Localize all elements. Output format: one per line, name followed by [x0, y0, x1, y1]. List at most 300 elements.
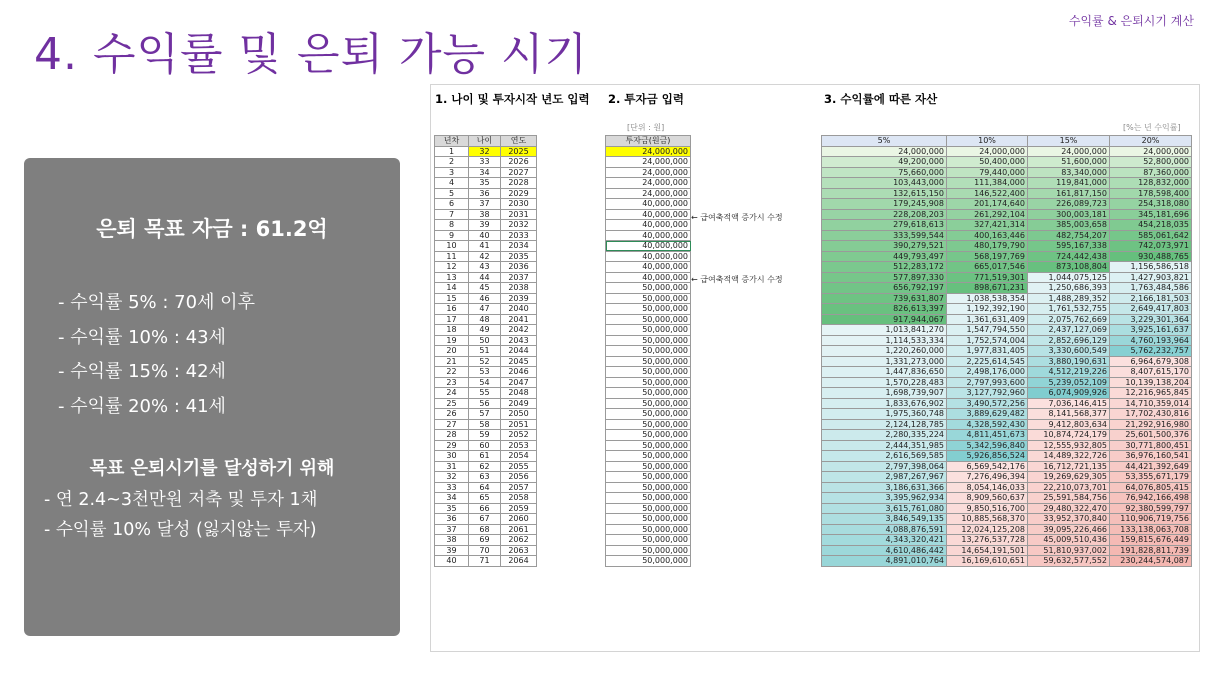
year-no-cell: 1 — [435, 146, 469, 157]
asset-row — [822, 304, 1192, 315]
year-no-cell: 34 — [435, 493, 469, 504]
asset-cell-rate-5: 3,395,962,934 — [822, 493, 947, 504]
asset-cell-rate-5: 24,000,000 — [822, 146, 947, 157]
asset-cell-rate-10: 480,179,790 — [947, 241, 1028, 252]
asset-cell-rate-10: 5,342,596,840 — [947, 440, 1028, 451]
asset-cell-rate-20: 3,229,301,364 — [1110, 314, 1192, 325]
year-no-cell: 13 — [435, 272, 469, 283]
investment-row — [606, 377, 691, 388]
investment-row — [606, 482, 691, 493]
asset-row — [822, 556, 1192, 567]
year-cell: 2046 — [501, 367, 537, 378]
investment-table — [605, 135, 691, 567]
year-no-cell: 27 — [435, 419, 469, 430]
year-cell: 2028 — [501, 178, 537, 189]
year-no-cell: 24 — [435, 388, 469, 399]
age-cell: 58 — [469, 419, 501, 430]
age-row — [435, 272, 537, 283]
asset-cell-rate-10: 568,197,769 — [947, 251, 1028, 262]
asset-cell-rate-5: 512,283,172 — [822, 262, 947, 273]
age-row — [435, 304, 537, 315]
year-cell: 2061 — [501, 524, 537, 535]
age-cell: 39 — [469, 220, 501, 231]
year-no-cell: 40 — [435, 556, 469, 567]
asset-row — [822, 388, 1192, 399]
col-header-rate-5: 5% — [822, 136, 947, 147]
asset-row — [822, 178, 1192, 189]
asset-cell-rate-10: 2,225,614,545 — [947, 356, 1028, 367]
asset-cell-rate-10: 14,654,191,501 — [947, 545, 1028, 556]
asset-cell-rate-15: 39,095,226,466 — [1028, 524, 1110, 535]
asset-row — [822, 146, 1192, 157]
asset-row — [822, 472, 1192, 483]
age-cell: 48 — [469, 314, 501, 325]
asset-cell-rate-5: 1,698,739,907 — [822, 388, 947, 399]
year-cell: 2064 — [501, 556, 537, 567]
spreadsheet — [430, 84, 1200, 652]
investment-row — [606, 493, 691, 504]
asset-cell-rate-10: 9,850,516,700 — [947, 503, 1028, 514]
tip-item: - 수익률 10% 달성 (잃지않는 투자) — [44, 520, 317, 540]
asset-cell-rate-5: 4,343,320,421 — [822, 535, 947, 546]
principal-cell: 50,000,000 — [606, 503, 691, 514]
year-no-cell: 8 — [435, 220, 469, 231]
asset-cell-rate-10: 6,569,542,176 — [947, 461, 1028, 472]
asset-cell-rate-15: 22,210,073,701 — [1028, 482, 1110, 493]
year-no-cell: 2 — [435, 157, 469, 168]
asset-cell-rate-5: 75,660,000 — [822, 167, 947, 178]
col-header-rate-15: 15% — [1028, 136, 1110, 147]
principal-cell: 50,000,000 — [606, 283, 691, 294]
asset-cell-rate-15: 7,036,146,415 — [1028, 398, 1110, 409]
year-no-cell: 7 — [435, 209, 469, 220]
age-row — [435, 157, 537, 168]
asset-cell-rate-15: 45,009,510,436 — [1028, 535, 1110, 546]
age-row — [435, 167, 537, 178]
investment-row — [606, 388, 691, 399]
asset-cell-rate-10: 1,038,538,354 — [947, 293, 1028, 304]
year-cell: 2042 — [501, 325, 537, 336]
retirement-goal: 은퇴 목표 자금 : 61.2억 — [96, 217, 328, 241]
asset-row — [822, 451, 1192, 462]
principal-cell: 40,000,000 — [606, 209, 691, 220]
year-no-cell: 17 — [435, 314, 469, 325]
asset-cell-rate-5: 103,443,000 — [822, 178, 947, 189]
principal-cell: 50,000,000 — [606, 356, 691, 367]
asset-row — [822, 482, 1192, 493]
year-cell: 2049 — [501, 398, 537, 409]
asset-cell-rate-15: 2,075,762,669 — [1028, 314, 1110, 325]
age-row — [435, 440, 537, 451]
asset-row — [822, 493, 1192, 504]
age-row — [435, 241, 537, 252]
asset-cell-rate-5: 917,944,067 — [822, 314, 947, 325]
asset-cell-rate-20: 110,906,719,756 — [1110, 514, 1192, 525]
principal-cell: 50,000,000 — [606, 398, 691, 409]
age-cell: 46 — [469, 293, 501, 304]
year-no-cell: 9 — [435, 230, 469, 241]
asset-cell-rate-15: 161,817,150 — [1028, 188, 1110, 199]
asset-cell-rate-10: 1,752,574,004 — [947, 335, 1028, 346]
age-row — [435, 388, 537, 399]
year-cell: 2035 — [501, 251, 537, 262]
year-no-cell: 20 — [435, 346, 469, 357]
asset-cell-rate-15: 119,841,000 — [1028, 178, 1110, 189]
asset-cell-rate-10: 8,054,146,033 — [947, 482, 1028, 493]
year-no-cell: 15 — [435, 293, 469, 304]
asset-cell-rate-20: 5,762,232,757 — [1110, 346, 1192, 357]
asset-cell-rate-15: 226,089,723 — [1028, 199, 1110, 210]
asset-cell-rate-15: 2,437,127,069 — [1028, 325, 1110, 336]
principal-cell: 50,000,000 — [606, 514, 691, 525]
principal-cell: 40,000,000 — [606, 251, 691, 262]
principal-cell: 24,000,000 — [606, 167, 691, 178]
col-header-principal: 투자금(원금) — [606, 136, 691, 147]
year-no-cell: 14 — [435, 283, 469, 294]
principal-cell: 50,000,000 — [606, 293, 691, 304]
age-row — [435, 398, 537, 409]
rate-item: - 수익률 10% : 43세 — [58, 326, 226, 348]
age-row — [435, 493, 537, 504]
year-cell: 2030 — [501, 199, 537, 210]
asset-row — [822, 346, 1192, 357]
asset-cell-rate-15: 24,000,000 — [1028, 146, 1110, 157]
principal-cell: 50,000,000 — [606, 335, 691, 346]
age-row — [435, 472, 537, 483]
asset-row — [822, 430, 1192, 441]
asset-row — [822, 398, 1192, 409]
age-row — [435, 230, 537, 241]
age-row — [435, 409, 537, 420]
age-row — [435, 419, 537, 430]
year-no-cell: 4 — [435, 178, 469, 189]
age-row — [435, 356, 537, 367]
summary-panel — [24, 158, 400, 636]
principal-cell: 50,000,000 — [606, 304, 691, 315]
asset-cell-rate-15: 59,632,577,552 — [1028, 556, 1110, 567]
asset-cell-rate-20: 87,360,000 — [1110, 167, 1192, 178]
asset-cell-rate-5: 577,897,330 — [822, 272, 947, 283]
asset-cell-rate-10: 771,519,301 — [947, 272, 1028, 283]
age-cell: 52 — [469, 356, 501, 367]
principal-cell: 50,000,000 — [606, 472, 691, 483]
asset-row — [822, 377, 1192, 388]
principal-cell: 24,000,000 — [606, 188, 691, 199]
year-no-cell: 37 — [435, 524, 469, 535]
year-no-cell: 39 — [435, 545, 469, 556]
principal-cell: 50,000,000 — [606, 377, 691, 388]
principal-cell: 50,000,000 — [606, 440, 691, 451]
age-row — [435, 209, 537, 220]
investment-row — [606, 367, 691, 378]
asset-cell-rate-20: 133,138,063,708 — [1110, 524, 1192, 535]
principal-cell: 40,000,000 — [606, 262, 691, 273]
asset-cell-rate-20: 53,355,671,179 — [1110, 472, 1192, 483]
asset-cell-rate-5: 1,447,836,650 — [822, 367, 947, 378]
asset-cell-rate-10: 50,400,000 — [947, 157, 1028, 168]
age-cell: 65 — [469, 493, 501, 504]
investment-row — [606, 241, 691, 252]
asset-cell-rate-20: 4,760,193,964 — [1110, 335, 1192, 346]
asset-cell-rate-5: 3,615,761,080 — [822, 503, 947, 514]
asset-cell-rate-10: 665,017,546 — [947, 262, 1028, 273]
age-cell: 69 — [469, 535, 501, 546]
age-row — [435, 503, 537, 514]
asset-row — [822, 356, 1192, 367]
age-cell: 42 — [469, 251, 501, 262]
asset-row — [822, 209, 1192, 220]
rate-unit-label: [%는 년 수익률] — [1123, 123, 1181, 132]
principal-cell: 50,000,000 — [606, 535, 691, 546]
age-cell: 57 — [469, 409, 501, 420]
year-cell: 2039 — [501, 293, 537, 304]
asset-cell-rate-10: 4,328,592,430 — [947, 419, 1028, 430]
investment-row — [606, 472, 691, 483]
age-cell: 32 — [469, 146, 501, 157]
rate-item: - 수익률 15% : 42세 — [58, 361, 226, 382]
principal-cell: 50,000,000 — [606, 314, 691, 325]
asset-cell-rate-15: 12,555,932,805 — [1028, 440, 1110, 451]
asset-cell-rate-20: 230,244,574,087 — [1110, 556, 1192, 567]
asset-cell-rate-20: 21,292,916,980 — [1110, 419, 1192, 430]
year-cell: 2037 — [501, 272, 537, 283]
year-cell: 2059 — [501, 503, 537, 514]
investment-row — [606, 514, 691, 525]
age-row — [435, 556, 537, 567]
asset-cell-rate-5: 1,331,273,000 — [822, 356, 947, 367]
asset-cell-rate-5: 228,208,203 — [822, 209, 947, 220]
asset-cell-rate-15: 724,442,438 — [1028, 251, 1110, 262]
asset-cell-rate-15: 482,754,207 — [1028, 230, 1110, 241]
age-row — [435, 293, 537, 304]
section-age-heading: 1. 나이 및 투자시작 년도 입력 — [435, 92, 590, 106]
investment-row — [606, 262, 691, 273]
asset-cell-rate-10: 79,440,000 — [947, 167, 1028, 178]
asset-cell-rate-10: 7,276,496,394 — [947, 472, 1028, 483]
age-row — [435, 283, 537, 294]
investment-row — [606, 451, 691, 462]
investment-row — [606, 209, 691, 220]
age-cell: 55 — [469, 388, 501, 399]
asset-cell-rate-5: 3,186,631,366 — [822, 482, 947, 493]
asset-cell-rate-20: 30,771,800,451 — [1110, 440, 1192, 451]
asset-cell-rate-10: 2,498,176,000 — [947, 367, 1028, 378]
asset-cell-rate-5: 2,444,351,985 — [822, 440, 947, 451]
year-cell: 2053 — [501, 440, 537, 451]
age-row — [435, 325, 537, 336]
asset-cell-rate-10: 5,926,856,524 — [947, 451, 1028, 462]
asset-cell-rate-10: 1,361,631,409 — [947, 314, 1028, 325]
age-row — [435, 482, 537, 493]
principal-cell: 40,000,000 — [606, 241, 691, 252]
principal-cell: 40,000,000 — [606, 199, 691, 210]
age-cell: 64 — [469, 482, 501, 493]
unit-label: [단위 : 원] — [627, 123, 665, 132]
asset-cell-rate-10: 4,811,451,673 — [947, 430, 1028, 441]
asset-row — [822, 283, 1192, 294]
asset-row — [822, 514, 1192, 525]
asset-cell-rate-5: 826,613,397 — [822, 304, 947, 315]
asset-cell-rate-20: 930,488,765 — [1110, 251, 1192, 262]
asset-cell-rate-15: 51,600,000 — [1028, 157, 1110, 168]
col-header-age: 나이 — [469, 136, 501, 147]
asset-row — [822, 188, 1192, 199]
investment-row — [606, 251, 691, 262]
year-cell: 2055 — [501, 461, 537, 472]
investment-row — [606, 272, 691, 283]
year-no-cell: 29 — [435, 440, 469, 451]
asset-cell-rate-15: 14,489,322,726 — [1028, 451, 1110, 462]
asset-row — [822, 325, 1192, 336]
asset-cell-rate-15: 8,141,568,377 — [1028, 409, 1110, 420]
age-row — [435, 251, 537, 262]
year-cell: 2029 — [501, 188, 537, 199]
year-cell: 2041 — [501, 314, 537, 325]
asset-cell-rate-20: 159,815,676,449 — [1110, 535, 1192, 546]
year-cell: 2057 — [501, 482, 537, 493]
asset-cell-rate-15: 29,480,322,470 — [1028, 503, 1110, 514]
asset-cell-rate-15: 51,810,937,002 — [1028, 545, 1110, 556]
principal-cell: 40,000,000 — [606, 230, 691, 241]
age-cell: 54 — [469, 377, 501, 388]
age-cell: 56 — [469, 398, 501, 409]
age-row — [435, 461, 537, 472]
year-cell: 2048 — [501, 388, 537, 399]
asset-cell-rate-20: 52,800,000 — [1110, 157, 1192, 168]
asset-cell-rate-15: 4,512,219,226 — [1028, 367, 1110, 378]
note-salary-2: ← 급여축적액 증가시 수정 — [691, 275, 783, 284]
asset-cell-rate-10: 111,384,000 — [947, 178, 1028, 189]
age-cell: 38 — [469, 209, 501, 220]
age-row — [435, 178, 537, 189]
asset-cell-rate-10: 2,797,993,600 — [947, 377, 1028, 388]
asset-cell-rate-20: 36,976,160,541 — [1110, 451, 1192, 462]
asset-row — [822, 293, 1192, 304]
age-cell: 66 — [469, 503, 501, 514]
year-no-cell: 10 — [435, 241, 469, 252]
asset-cell-rate-15: 3,330,600,549 — [1028, 346, 1110, 357]
year-cell: 2043 — [501, 335, 537, 346]
investment-row — [606, 157, 691, 168]
goal-subtitle: 목표 은퇴시기를 달성하기 위해 — [89, 458, 335, 479]
year-no-cell: 28 — [435, 430, 469, 441]
year-no-cell: 6 — [435, 199, 469, 210]
age-cell: 34 — [469, 167, 501, 178]
asset-cell-rate-10: 261,292,104 — [947, 209, 1028, 220]
asset-row — [822, 251, 1192, 262]
age-cell: 70 — [469, 545, 501, 556]
age-row — [435, 545, 537, 556]
age-cell: 71 — [469, 556, 501, 567]
col-header-year: 연도 — [501, 136, 537, 147]
asset-row — [822, 545, 1192, 556]
asset-cell-rate-5: 179,245,908 — [822, 199, 947, 210]
year-cell: 2054 — [501, 451, 537, 462]
asset-cell-rate-20: 128,832,000 — [1110, 178, 1192, 189]
asset-row — [822, 241, 1192, 252]
asset-row — [822, 524, 1192, 535]
asset-row — [822, 262, 1192, 273]
age-cell: 36 — [469, 188, 501, 199]
asset-cell-rate-10: 3,127,792,960 — [947, 388, 1028, 399]
asset-row — [822, 409, 1192, 420]
asset-cell-rate-20: 24,000,000 — [1110, 146, 1192, 157]
age-row — [435, 335, 537, 346]
asset-cell-rate-5: 2,797,398,064 — [822, 461, 947, 472]
year-no-cell: 31 — [435, 461, 469, 472]
age-cell: 59 — [469, 430, 501, 441]
asset-cell-rate-20: 3,925,161,637 — [1110, 325, 1192, 336]
investment-row — [606, 440, 691, 451]
year-no-cell: 26 — [435, 409, 469, 420]
age-cell: 45 — [469, 283, 501, 294]
asset-cell-rate-10: 13,276,537,728 — [947, 535, 1028, 546]
asset-row — [822, 314, 1192, 325]
year-cell: 2036 — [501, 262, 537, 273]
year-no-cell: 36 — [435, 514, 469, 525]
investment-row — [606, 346, 691, 357]
year-no-cell: 35 — [435, 503, 469, 514]
principal-cell: 50,000,000 — [606, 325, 691, 336]
year-no-cell: 12 — [435, 262, 469, 273]
asset-cell-rate-5: 132,615,150 — [822, 188, 947, 199]
tip-list — [44, 485, 318, 545]
age-cell: 44 — [469, 272, 501, 283]
asset-cell-rate-5: 1,114,533,334 — [822, 335, 947, 346]
asset-cell-rate-20: 191,828,811,739 — [1110, 545, 1192, 556]
investment-row — [606, 430, 691, 441]
investment-row — [606, 524, 691, 535]
asset-cell-rate-15: 1,044,075,125 — [1028, 272, 1110, 283]
year-no-cell: 23 — [435, 377, 469, 388]
asset-cell-rate-20: 8,407,615,170 — [1110, 367, 1192, 378]
investment-row — [606, 325, 691, 336]
age-row — [435, 146, 537, 157]
age-cell: 49 — [469, 325, 501, 336]
asset-row — [822, 503, 1192, 514]
principal-cell: 24,000,000 — [606, 157, 691, 168]
year-cell: 2052 — [501, 430, 537, 441]
asset-cell-rate-10: 201,174,640 — [947, 199, 1028, 210]
year-cell: 2033 — [501, 230, 537, 241]
asset-cell-rate-10: 146,522,400 — [947, 188, 1028, 199]
principal-cell: 50,000,000 — [606, 524, 691, 535]
asset-cell-rate-10: 16,169,610,651 — [947, 556, 1028, 567]
year-no-cell: 19 — [435, 335, 469, 346]
age-cell: 63 — [469, 472, 501, 483]
age-cell: 50 — [469, 335, 501, 346]
age-row — [435, 199, 537, 210]
principal-cell: 24,000,000 — [606, 178, 691, 189]
asset-cell-rate-15: 873,108,804 — [1028, 262, 1110, 273]
year-cell: 2038 — [501, 283, 537, 294]
asset-row — [822, 157, 1192, 168]
investment-row — [606, 199, 691, 210]
year-cell: 2025 — [501, 146, 537, 157]
principal-cell: 50,000,000 — [606, 493, 691, 504]
age-row — [435, 314, 537, 325]
year-cell: 2027 — [501, 167, 537, 178]
asset-cell-rate-20: 14,710,359,014 — [1110, 398, 1192, 409]
asset-cell-rate-20: 1,763,484,586 — [1110, 283, 1192, 294]
year-no-cell: 32 — [435, 472, 469, 483]
investment-row — [606, 398, 691, 409]
year-cell: 2032 — [501, 220, 537, 231]
asset-row — [822, 535, 1192, 546]
year-no-cell: 22 — [435, 367, 469, 378]
age-row — [435, 188, 537, 199]
principal-cell: 50,000,000 — [606, 409, 691, 420]
